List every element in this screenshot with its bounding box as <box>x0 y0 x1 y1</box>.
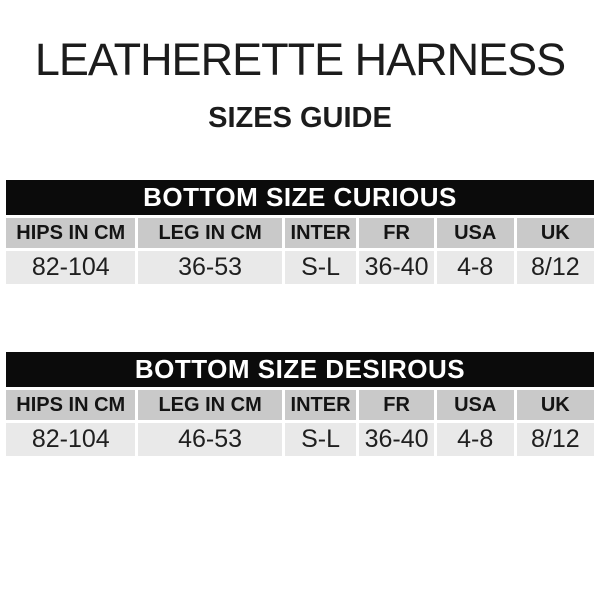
size-table-curious <box>3 177 597 287</box>
size-cell-leg: 36-53 <box>138 251 281 284</box>
column-header-hips: HIPS IN CM <box>6 390 135 420</box>
column-header-hips: HIPS IN CM <box>6 218 135 248</box>
page-subtitle: SIZES GUIDE <box>208 102 392 135</box>
size-cell-inter: S-L <box>285 423 357 456</box>
column-header-row <box>6 390 594 420</box>
table-row <box>6 423 594 456</box>
size-cell-fr: 36-40 <box>359 423 433 456</box>
table-title-row <box>6 180 594 215</box>
table-title-bar: BOTTOM SIZE CURIOUS <box>6 180 594 215</box>
column-header-row <box>6 218 594 248</box>
column-header-leg: LEG IN CM <box>138 218 281 248</box>
column-header-inter: INTER <box>285 390 357 420</box>
size-table-desirous <box>3 349 597 459</box>
column-header-uk: UK <box>517 390 594 420</box>
size-cell-uk: 8/12 <box>517 251 594 284</box>
column-header-usa: USA <box>437 218 514 248</box>
table-title-row <box>6 352 594 387</box>
table-title-bar: BOTTOM SIZE DESIROUS <box>6 352 594 387</box>
column-header-fr: FR <box>359 218 433 248</box>
size-cell-usa: 4-8 <box>437 423 514 456</box>
column-header-inter: INTER <box>285 218 357 248</box>
size-cell-inter: S-L <box>285 251 357 284</box>
size-cell-usa: 4-8 <box>437 251 514 284</box>
size-cell-uk: 8/12 <box>517 423 594 456</box>
size-cell-hips: 82-104 <box>6 423 135 456</box>
column-header-fr: FR <box>359 390 433 420</box>
size-cell-leg: 46-53 <box>138 423 281 456</box>
page-title: LEATHERETTE HARNESS <box>34 34 566 85</box>
column-header-usa: USA <box>437 390 514 420</box>
column-header-leg: LEG IN CM <box>138 390 281 420</box>
table-row <box>6 251 594 284</box>
size-cell-hips: 82-104 <box>6 251 135 284</box>
column-header-uk: UK <box>517 218 594 248</box>
size-cell-fr: 36-40 <box>359 251 433 284</box>
